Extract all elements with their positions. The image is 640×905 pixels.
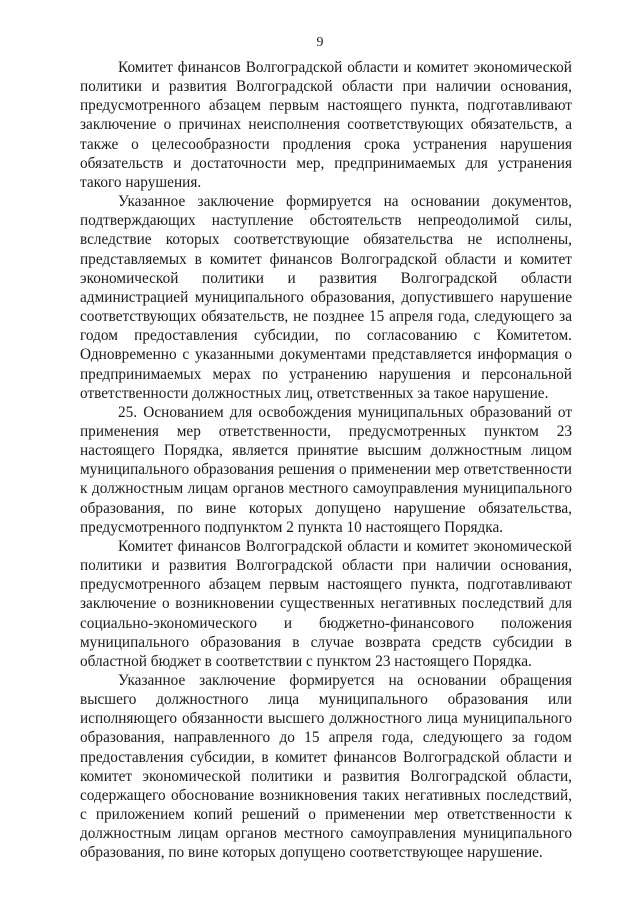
paragraph-conclusion-official-appeal: Указанное заключение формируется на основании обращения высшего должностного лица муниципального образования или исполняющего обязанности высшего должностного лица муниципального образования, направленного до 15 апреля года, следующего за годом предоставления субсидии, в комитет финансов Волгоградской области и комитет экономической политики и развития Волгоградской области, содержащего обоснование возникновения таких негативных последствий, с приложением копий решений о применении мер ответственности к должностным лицам органов местного самоуправления муниципального образования, по вине которых допущено соответствующее нарушение.	[80, 672, 572, 862]
paragraph-committee-conclusion-reasons: Комитет финансов Волгоградской области и комитет экономической политики и развития Волгоградской области при наличии основания, предусмотренного абзацем первым настоящего пункта, подготавливают заключение о причинах неисполнения соответствующих обязательств, а также о целесообразности продления срока устранения нарушения обязательств и достаточности мер, предпринимаемых для устранения такого нарушения.	[80, 59, 572, 191]
paragraph-item-25: 25. Основанием для освобождения муниципальных образований от применения мер ответственности, предусмотренных пунктом 23 настоящего Порядка, является принятие высшим должностным лицом муниципального образования решения о применении мер ответственности к должностным лицам органов местного самоуправления муниципального образования, по вине которых допущено нарушение обязательства, предусмотренного подпунктом 2 пункта 10 настоящего Порядка.	[80, 403, 572, 536]
page-number: 9	[316, 35, 324, 50]
paragraph-conclusion-force-majeure: Указанное заключение формируется на основании документов, подтверждающих наступление обстоятельств непреодолимой силы, вследствие которых соответствующие обязательства не исполнены, представляемых в комитет финансов Волгоградской области и комитет экономической политики и развития Волгоградской области администрацией муниципального образования, допустившего нарушение соответствующих обязательств, не позднее 15 апреля года, следующего за годом предоставления субсидии, по согласованию с Комитетом. Одновременно с указанными документами представляется информация о предпринимаемых мерах по устранению нарушения и персональной ответственности должностных лиц, ответственных за такое нарушение.	[80, 193, 572, 402]
document-body	[80, 58, 572, 863]
paragraph-committee-conclusion-consequences: Комитет финансов Волгоградской области и комитет экономической политики и развития Волгоградской области при наличии основания, предусмотренного абзацем первым настоящего пункта, подготавливают заключение о возникновении существенных негативных последствий для социально-экономического и бюджетно-финансового положения муниципального образования в случае возврата средств субсидии в областной бюджет в соответствии с пунктом 23 настоящего Порядка.	[80, 537, 572, 670]
